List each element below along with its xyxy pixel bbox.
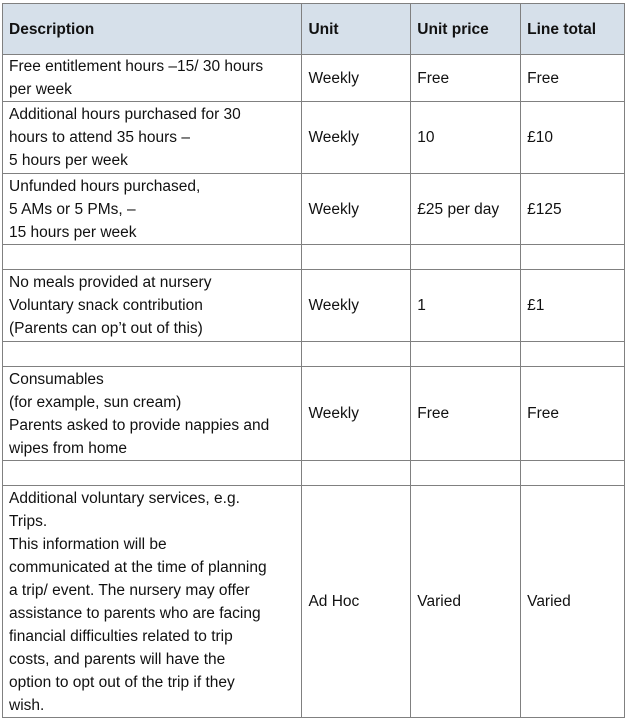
row-description: Additional voluntary services, e.g. Trips. This information will be communicated at the time of planning a trip/ event. The nursery may offer assistance to parents who are facing financial difficulties related to trip costs, and parents will have the option to opt out of the trip if they wish. xyxy=(3,486,302,718)
row-line-total: £1 xyxy=(521,270,625,342)
empty-cell xyxy=(302,342,411,367)
row-line-total: £10 xyxy=(521,102,625,174)
row-unit-price: Free xyxy=(411,367,521,461)
row-line-total: £125 xyxy=(521,174,625,245)
row-unit-price: £25 per day xyxy=(411,174,521,245)
row-line-total: Free xyxy=(521,55,625,102)
empty-cell xyxy=(521,342,625,367)
empty-cell xyxy=(302,461,411,486)
row-unit-price: Varied xyxy=(411,486,521,718)
row-unit: Weekly xyxy=(302,270,411,342)
empty-cell xyxy=(3,461,302,486)
row-description: No meals provided at nursery Voluntary snack contribution (Parents can op’t out of this) xyxy=(3,270,302,342)
header-line-total: Line total xyxy=(521,4,625,55)
header-unit-price: Unit price xyxy=(411,4,521,55)
header-row xyxy=(3,4,625,55)
header-unit: Unit xyxy=(302,4,411,55)
table-row xyxy=(3,174,625,245)
row-unit: Weekly xyxy=(302,102,411,174)
table-row xyxy=(3,486,625,718)
empty-row xyxy=(3,245,625,270)
row-unit-price: 1 xyxy=(411,270,521,342)
empty-cell xyxy=(411,461,521,486)
empty-row xyxy=(3,461,625,486)
row-description: Free entitlement hours –15/ 30 hours per week xyxy=(3,55,302,102)
table-row xyxy=(3,55,625,102)
row-unit: Weekly xyxy=(302,55,411,102)
empty-cell xyxy=(411,245,521,270)
row-unit-price: 10 xyxy=(411,102,521,174)
empty-cell xyxy=(3,342,302,367)
empty-cell xyxy=(521,245,625,270)
table-row xyxy=(3,102,625,174)
row-line-total: Free xyxy=(521,367,625,461)
row-unit-price: Free xyxy=(411,55,521,102)
table-row xyxy=(3,367,625,461)
fees-table xyxy=(2,3,625,718)
row-description: Consumables (for example, sun cream) Parents asked to provide nappies and wipes from home xyxy=(3,367,302,461)
row-line-total: Varied xyxy=(521,486,625,718)
row-unit: Ad Hoc xyxy=(302,486,411,718)
empty-cell xyxy=(521,461,625,486)
row-description: Unfunded hours purchased, 5 AMs or 5 PMs, – 15 hours per week xyxy=(3,174,302,245)
row-unit: Weekly xyxy=(302,174,411,245)
empty-cell xyxy=(3,245,302,270)
table-row xyxy=(3,270,625,342)
empty-row xyxy=(3,342,625,367)
row-unit: Weekly xyxy=(302,367,411,461)
empty-cell xyxy=(302,245,411,270)
empty-cell xyxy=(411,342,521,367)
header-description: Description xyxy=(3,4,302,55)
row-description: Additional hours purchased for 30 hours to attend 35 hours – 5 hours per week xyxy=(3,102,302,174)
